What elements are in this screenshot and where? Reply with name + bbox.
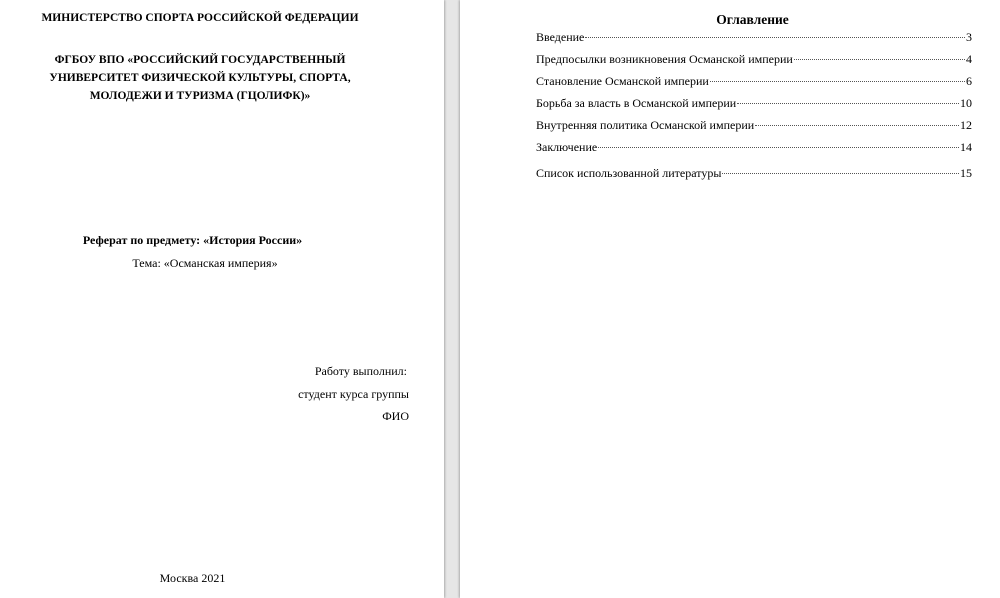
toc-entry-label: Заключение: [536, 140, 598, 154]
dot-leader: [598, 147, 959, 148]
toc-entry-label: Становление Османской империи: [536, 74, 709, 88]
toc-entry[interactable]: [536, 73, 972, 89]
dot-leader: [737, 103, 959, 104]
ministry-heading: МИНИСТЕРСТВО СПОРТА РОССИЙСКОЙ ФЕДЕРАЦИИ: [41, 12, 359, 24]
dot-leader: [794, 59, 965, 60]
author-block: [209, 360, 409, 428]
university-line: ФГБОУ ВПО «РОССИЙСКИЙ ГОСУДАРСТВЕННЫЙ: [54, 54, 346, 66]
toc-entry-label: Введение: [536, 30, 585, 44]
university-line: УНИВЕРСИТЕТ ФИЗИЧЕСКОЙ КУЛЬТУРЫ, СПОРТА,: [49, 72, 351, 84]
city-year: Москва 2021: [159, 571, 226, 585]
toc-entry-label: Предпосылки возникновения Османской империи: [536, 52, 793, 66]
toc-entry-page: 15: [960, 166, 972, 180]
toc-page: [460, 0, 1000, 598]
subject-line: Реферат по предмету: «История России»: [82, 233, 303, 247]
toc-entry-label: Борьба за власть в Османской империи: [536, 96, 737, 110]
toc-entry[interactable]: [536, 117, 972, 133]
toc-entry-label: Внутренняя политика Османской империи: [536, 118, 755, 132]
dot-leader: [710, 81, 965, 82]
title-page: [0, 0, 444, 598]
toc-entry-label: Список использованной литературы: [536, 166, 722, 180]
toc-entry-page: 10: [960, 96, 972, 110]
toc-entry-page: 3: [966, 30, 972, 44]
dot-leader: [722, 173, 959, 174]
toc-entry-page: 14: [960, 140, 972, 154]
toc-entry[interactable]: [536, 95, 972, 111]
toc-entry[interactable]: [536, 139, 972, 155]
toc-entry-page: 6: [966, 74, 972, 88]
toc-entry-page: 12: [960, 118, 972, 132]
university-line: МОЛОДЕЖИ И ТУРИЗМА (ГЦОЛИФК)»: [89, 90, 311, 102]
author-line: студент курса группы: [298, 386, 409, 401]
topic-line: Тема: «Османская империя»: [132, 256, 278, 270]
author-line: Работу выполнил:: [314, 364, 407, 378]
toc-title: Оглавление: [716, 12, 789, 27]
toc-entry[interactable]: [536, 29, 972, 45]
toc-entry-page: 4: [966, 52, 972, 66]
toc-entry[interactable]: [536, 51, 972, 67]
author-line: ФИО: [382, 409, 409, 423]
dot-leader: [585, 37, 965, 38]
dot-leader: [755, 125, 959, 126]
university-heading: [0, 51, 400, 105]
toc-entry[interactable]: [536, 165, 972, 181]
